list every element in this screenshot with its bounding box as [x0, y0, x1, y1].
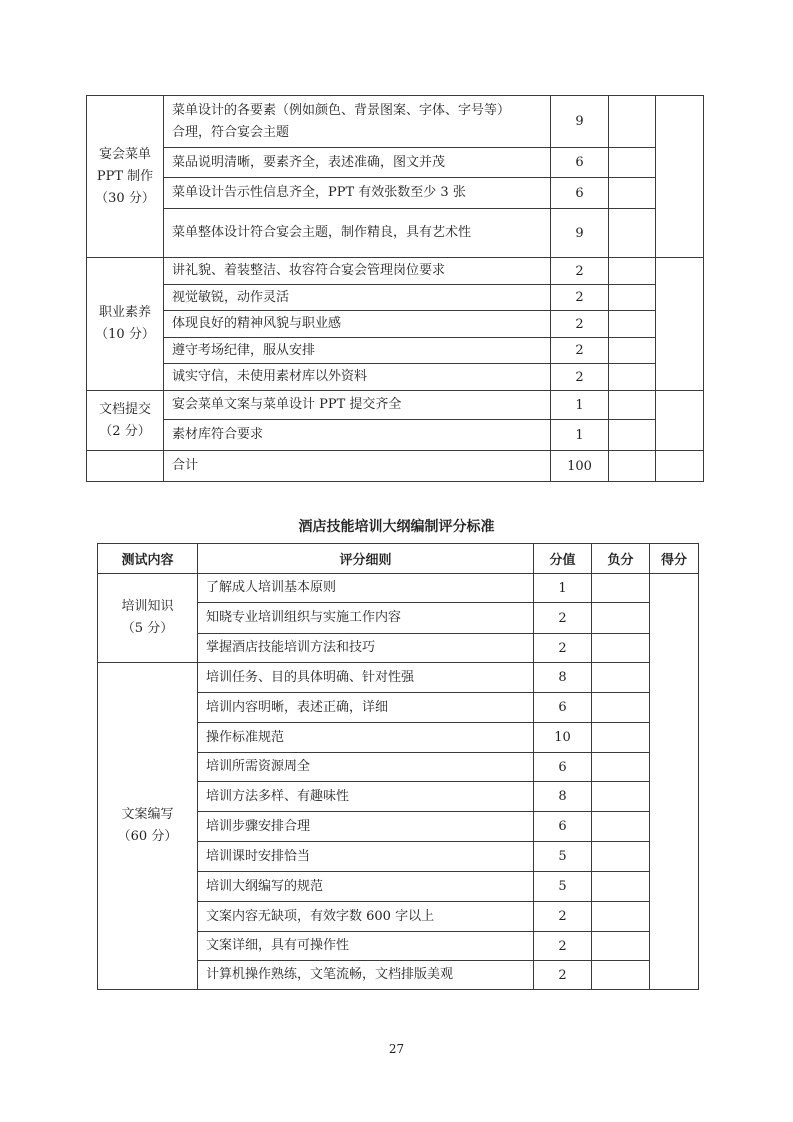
deduct-cell	[609, 209, 656, 258]
table-header-row	[98, 544, 699, 574]
total-empty-cell	[87, 451, 164, 482]
text-line: 诚实守信，未使用素材库以外资料	[172, 369, 368, 384]
total-row	[87, 451, 704, 482]
deduct-cell	[609, 420, 656, 451]
deduct-cell	[592, 753, 650, 782]
score-cell: 2	[551, 285, 609, 311]
criteria-cell	[198, 693, 534, 723]
deduct-cell	[592, 812, 650, 842]
criteria-cell	[164, 420, 551, 451]
header-test-content: 测试内容	[98, 544, 198, 574]
text-line: 文档提交	[98, 401, 151, 417]
category-cell	[98, 574, 198, 663]
text-line: 培训知识	[121, 599, 174, 614]
deduct-cell	[592, 663, 650, 693]
text-line: PPT 制作	[96, 168, 154, 184]
score-cell: 5	[534, 872, 592, 902]
deduct-cell	[592, 932, 650, 961]
criteria-cell	[198, 872, 534, 902]
text-line: 体现良好的精神风貌与职业感	[172, 316, 342, 331]
header-earned: 得分	[650, 544, 699, 574]
earned-cell	[650, 574, 699, 990]
header-score: 分值	[534, 544, 592, 574]
text-line: 菜单整体设计符合宴会主题，制作精良，具有艺术性	[172, 225, 472, 240]
text-line: 培训大纲编写的规范	[206, 878, 324, 894]
deduct-cell	[609, 285, 656, 311]
text-line: 培训内容明晰，表述正确，详细	[206, 699, 389, 715]
text-line: 了解成人培训基本原则	[206, 580, 337, 595]
text-line: 素材库符合要求	[172, 427, 264, 442]
table-row	[87, 96, 704, 148]
deduct-cell	[592, 693, 650, 723]
table-row	[87, 285, 704, 311]
criteria-cell	[164, 285, 551, 311]
text-line: 讲礼貌、着装整洁、妆容符合宴会管理岗位要求	[172, 263, 446, 278]
page-number: 27	[388, 1042, 405, 1056]
text-line: 遵守考场纪律，服从安排	[172, 342, 316, 358]
table-row	[87, 209, 704, 258]
earned-cell	[656, 451, 704, 482]
table-row	[87, 391, 704, 420]
category-cell	[87, 391, 164, 451]
deduct-cell	[609, 391, 656, 420]
deduct-cell	[592, 723, 650, 753]
deduct-cell	[592, 842, 650, 872]
text-line: （60 分）	[117, 829, 178, 844]
criteria-cell	[198, 782, 534, 812]
menu-scoring-table	[86, 95, 704, 482]
text-line: 操作标准规范	[206, 729, 285, 745]
text-line: 培训课时安排恰当	[206, 848, 311, 864]
score-cell: 1	[551, 420, 609, 451]
score-cell: 6	[551, 148, 609, 178]
criteria-cell	[198, 932, 534, 961]
text-line: 宴会菜单文案与菜单设计 PPT 提交齐全	[172, 397, 402, 412]
criteria-cell	[164, 338, 551, 364]
text-line: 培训所需资源周全	[206, 759, 311, 774]
score-cell: 5	[534, 842, 592, 872]
deduct-cell	[592, 902, 650, 932]
text-line: 视觉敏锐，动作灵活	[172, 289, 290, 305]
deduct-cell	[592, 872, 650, 902]
criteria-cell	[164, 148, 551, 178]
text-line: 合理，符合宴会主题	[172, 124, 290, 140]
score-cell: 6	[534, 693, 592, 723]
criteria-cell	[198, 574, 534, 603]
table-row	[87, 311, 704, 338]
score-cell: 1	[551, 391, 609, 420]
deduct-cell	[609, 451, 656, 482]
criteria-cell	[198, 902, 534, 932]
score-cell: 6	[534, 753, 592, 782]
text-line: 文案编写	[121, 807, 174, 822]
earned-cell	[656, 258, 704, 391]
score-cell: 2	[551, 311, 609, 338]
earned-cell	[656, 96, 704, 258]
criteria-cell	[198, 753, 534, 782]
table-row	[87, 258, 704, 285]
text-line: 计算机操作熟练，文笔流畅，文档排版美观	[206, 967, 454, 982]
criteria-cell	[164, 258, 551, 285]
deduct-cell	[609, 338, 656, 364]
criteria-cell	[164, 96, 551, 148]
text-line: 文案详细，具有可操作性	[206, 938, 350, 953]
text-line: 掌握酒店技能培训方法和技巧	[206, 640, 376, 655]
text-line: （2 分）	[99, 423, 151, 439]
table-row	[98, 663, 699, 693]
text-line: 培训方法多样、有趣味性	[206, 788, 350, 804]
table-row	[87, 364, 704, 391]
deduct-cell	[609, 364, 656, 391]
score-cell: 9	[551, 96, 609, 148]
score-cell: 8	[534, 782, 592, 812]
deduct-cell	[609, 258, 656, 285]
category-cell	[87, 258, 164, 391]
text-line: 知晓专业培训组织与实施工作内容	[206, 610, 402, 625]
text-line: 文案内容无缺项，有效字数 600 字以上	[206, 908, 435, 924]
score-cell: 2	[534, 961, 592, 990]
table-row	[87, 420, 704, 451]
earned-cell	[656, 391, 704, 451]
text-line: 培训任务、目的具体明确、针对性强	[206, 669, 415, 685]
text-line: 菜单设计的各要素（例如颜色、背景图案、字体、字号等）	[172, 102, 511, 118]
deduct-cell	[592, 782, 650, 812]
deduct-cell	[609, 148, 656, 178]
total-label: 合计	[164, 451, 551, 482]
criteria-cell	[164, 364, 551, 391]
criteria-cell	[164, 311, 551, 338]
criteria-cell	[198, 961, 534, 990]
score-cell: 2	[551, 258, 609, 285]
text-line: 菜单设计告示性信息齐全，PPT 有效张数至少 3 张	[172, 185, 466, 200]
score-cell: 10	[534, 723, 592, 753]
deduct-cell	[609, 178, 656, 209]
header-deduct: 负分	[592, 544, 650, 574]
text-line: 职业素养	[98, 305, 151, 320]
score-cell: 8	[534, 663, 592, 693]
text-line: 培训步骤安排合理	[206, 818, 311, 834]
score-cell: 2	[534, 634, 592, 663]
criteria-cell	[164, 209, 551, 258]
deduct-cell	[609, 311, 656, 338]
deduct-cell	[592, 961, 650, 990]
score-cell: 2	[551, 338, 609, 364]
criteria-cell	[198, 723, 534, 753]
criteria-cell	[198, 663, 534, 693]
criteria-cell	[198, 812, 534, 842]
criteria-cell	[164, 391, 551, 420]
category-cell	[87, 96, 164, 258]
deduct-cell	[609, 96, 656, 148]
text-line: 菜品说明清晰，要素齐全，表述准确，图文并茂	[172, 154, 446, 170]
score-cell: 2	[551, 364, 609, 391]
deduct-cell	[592, 634, 650, 663]
criteria-cell	[198, 842, 534, 872]
text-line: 宴会菜单	[98, 146, 151, 162]
score-cell: 2	[534, 603, 592, 634]
header-criteria: 评分细则	[198, 544, 534, 574]
text-line: （30 分）	[95, 190, 155, 206]
training-outline-table-title: 酒店技能培训大纲编制评分标准	[298, 519, 495, 535]
total-score: 100	[551, 451, 609, 482]
score-cell: 1	[534, 574, 592, 603]
deduct-cell	[592, 574, 650, 603]
score-cell: 2	[534, 932, 592, 961]
table-row	[98, 574, 699, 603]
deduct-cell	[592, 603, 650, 634]
score-cell: 2	[534, 902, 592, 932]
criteria-cell	[198, 634, 534, 663]
criteria-cell	[164, 178, 551, 209]
text-line: （5 分）	[121, 621, 174, 636]
criteria-cell	[198, 603, 534, 634]
score-cell: 9	[551, 209, 609, 258]
score-cell: 6	[551, 178, 609, 209]
table-row	[87, 148, 704, 178]
text-line: （10 分）	[95, 327, 155, 342]
score-cell: 6	[534, 812, 592, 842]
table-row	[87, 338, 704, 364]
table-row	[87, 178, 704, 209]
training-outline-scoring-table	[97, 543, 699, 990]
category-cell	[98, 663, 198, 990]
